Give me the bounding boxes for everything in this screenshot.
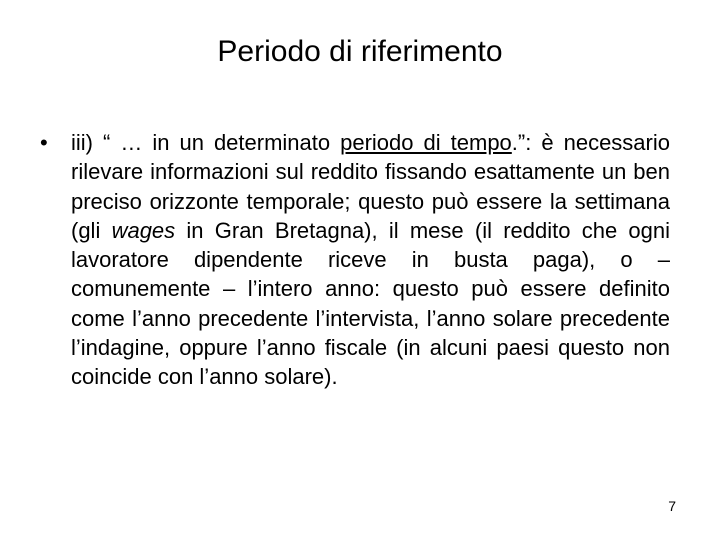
italic-term: wages — [111, 217, 176, 243]
slide-title: Periodo di riferimento — [217, 35, 503, 68]
bullet-list — [40, 128, 670, 392]
bullet-item — [40, 128, 670, 392]
bullet-text-part2: .”: è necessario rilevare informazioni sul reddito fissando esattamente un ben preciso orizzonte temporale; questo può essere la settimana (gli — [71, 130, 670, 243]
bullet-text-part1: iii) “ … in un determinato — [71, 130, 341, 155]
page-number: 7 — [668, 498, 676, 514]
bullet-text-part3: in Gran Bretagna), il mese (il reddito che ogni lavoratore dipendente riceve in busta paga), o – comunemente – l’intero anno: questo può essere definito come l’anno precedente l’intervista, l’anno solare precedente l’indagine, oppure l’anno fiscale (in alcuni paesi questo non coincide con l’anno solare). — [71, 217, 671, 390]
bullet-icon: • — [40, 130, 48, 155]
underlined-term: periodo di tempo — [340, 130, 512, 155]
